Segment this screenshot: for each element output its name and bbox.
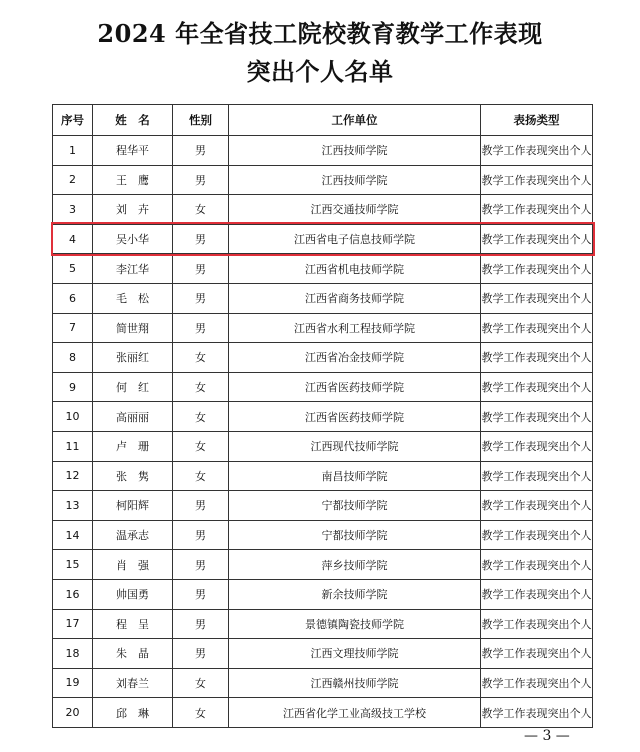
table-row (53, 461, 593, 491)
cell-gender: 女 (173, 668, 229, 698)
cell-work-unit: 新余技师学院 (229, 579, 481, 609)
cell-gender: 女 (173, 402, 229, 432)
cell-commendation-type: 教学工作表现突出个人 (481, 224, 593, 254)
cell-gender: 男 (173, 491, 229, 521)
cell-work-unit: 南昌技师学院 (229, 461, 481, 491)
cell-work-unit: 江西省化学工业高级技工学校 (229, 698, 481, 728)
cell-name: 高丽丽 (93, 402, 173, 432)
cell-gender: 男 (173, 609, 229, 639)
cell-gender: 男 (173, 579, 229, 609)
table-row (53, 579, 593, 609)
cell-name: 刘春兰 (93, 668, 173, 698)
cell-work-unit: 江西省医药技师学院 (229, 402, 481, 432)
cell-work-unit: 江西省商务技师学院 (229, 283, 481, 313)
cell-serial-number: 5 (53, 254, 93, 284)
cell-gender: 男 (173, 224, 229, 254)
cell-serial-number: 17 (53, 609, 93, 639)
cell-name: 朱 晶 (93, 639, 173, 669)
cell-name: 吴小华 (93, 224, 173, 254)
table-row (53, 491, 593, 521)
cell-serial-number: 13 (53, 491, 93, 521)
table-row (53, 283, 593, 313)
table-row (53, 313, 593, 343)
cell-gender: 女 (173, 195, 229, 225)
cell-name: 刘 卉 (93, 195, 173, 225)
cell-gender: 女 (173, 343, 229, 373)
document-title-line-1: 2024 年全省技工院校教育教学工作表现 (97, 19, 543, 48)
cell-commendation-type: 教学工作表现突出个人 (481, 639, 593, 669)
cell-serial-number: 9 (53, 372, 93, 402)
cell-name: 王 鹰 (93, 165, 173, 195)
cell-gender: 女 (173, 372, 229, 402)
cell-gender: 女 (173, 431, 229, 461)
cell-name: 程 呈 (93, 609, 173, 639)
cell-commendation-type: 教学工作表现突出个人 (481, 491, 593, 521)
cell-serial-number: 7 (53, 313, 93, 343)
cell-gender: 男 (173, 639, 229, 669)
cell-name: 卢 珊 (93, 431, 173, 461)
cell-work-unit: 景德镇陶瓷技师学院 (229, 609, 481, 639)
cell-work-unit: 江西技师学院 (229, 136, 481, 166)
table-row (53, 402, 593, 432)
cell-gender: 女 (173, 461, 229, 491)
cell-work-unit: 江西省机电技师学院 (229, 254, 481, 284)
cell-commendation-type: 教学工作表现突出个人 (481, 372, 593, 402)
cell-work-unit: 萍乡技师学院 (229, 550, 481, 580)
cell-commendation-type: 教学工作表现突出个人 (481, 461, 593, 491)
cell-gender: 男 (173, 283, 229, 313)
cell-gender: 男 (173, 313, 229, 343)
cell-work-unit: 江西省电子信息技师学院 (229, 224, 481, 254)
cell-commendation-type: 教学工作表现突出个人 (481, 254, 593, 284)
table-header-row (53, 105, 593, 136)
cell-name: 毛 松 (93, 283, 173, 313)
cell-commendation-type: 教学工作表现突出个人 (481, 698, 593, 728)
table-row (53, 639, 593, 669)
table-row (53, 343, 593, 373)
cell-commendation-type: 教学工作表现突出个人 (481, 343, 593, 373)
cell-commendation-type: 教学工作表现突出个人 (481, 195, 593, 225)
table-row (53, 698, 593, 728)
cell-name: 邱 琳 (93, 698, 173, 728)
cell-work-unit: 江西技师学院 (229, 165, 481, 195)
cell-name: 简世翔 (93, 313, 173, 343)
cell-serial-number: 11 (53, 431, 93, 461)
document-title-line-2: 突出个人名单 (246, 57, 394, 86)
table-row (53, 165, 593, 195)
cell-commendation-type: 教学工作表现突出个人 (481, 136, 593, 166)
cell-serial-number: 6 (53, 283, 93, 313)
table-row (53, 550, 593, 580)
cell-commendation-type: 教学工作表现突出个人 (481, 668, 593, 698)
cell-work-unit: 宁都技师学院 (229, 520, 481, 550)
cell-serial-number: 10 (53, 402, 93, 432)
honor-list-table (52, 104, 593, 728)
cell-work-unit: 江西交通技师学院 (229, 195, 481, 225)
cell-work-unit: 江西省水利工程技师学院 (229, 313, 481, 343)
cell-serial-number: 3 (53, 195, 93, 225)
cell-name: 张 隽 (93, 461, 173, 491)
cell-name: 温承志 (93, 520, 173, 550)
cell-work-unit: 江西省冶金技师学院 (229, 343, 481, 373)
header-work-unit: 工作单位 (229, 105, 481, 136)
cell-gender: 男 (173, 254, 229, 284)
cell-commendation-type: 教学工作表现突出个人 (481, 402, 593, 432)
cell-work-unit: 江西现代技师学院 (229, 431, 481, 461)
table-row (53, 224, 593, 254)
table-row (53, 668, 593, 698)
cell-serial-number: 14 (53, 520, 93, 550)
table-row (53, 254, 593, 284)
cell-gender: 男 (173, 520, 229, 550)
cell-commendation-type: 教学工作表现突出个人 (481, 165, 593, 195)
table-row (53, 431, 593, 461)
cell-serial-number: 19 (53, 668, 93, 698)
table-row (53, 372, 593, 402)
cell-gender: 男 (173, 550, 229, 580)
table-row (53, 609, 593, 639)
cell-name: 张丽红 (93, 343, 173, 373)
cell-name: 肖 强 (93, 550, 173, 580)
cell-gender: 男 (173, 165, 229, 195)
table-row (53, 136, 593, 166)
header-serial-number: 序号 (53, 105, 93, 136)
cell-serial-number: 8 (53, 343, 93, 373)
cell-commendation-type: 教学工作表现突出个人 (481, 313, 593, 343)
cell-serial-number: 4 (53, 224, 93, 254)
cell-serial-number: 20 (53, 698, 93, 728)
cell-name: 程华平 (93, 136, 173, 166)
cell-commendation-type: 教学工作表现突出个人 (481, 520, 593, 550)
cell-name: 柯阳辉 (93, 491, 173, 521)
cell-name: 何 红 (93, 372, 173, 402)
cell-gender: 男 (173, 136, 229, 166)
cell-name: 李江华 (93, 254, 173, 284)
table-row (53, 520, 593, 550)
cell-serial-number: 15 (53, 550, 93, 580)
cell-commendation-type: 教学工作表现突出个人 (481, 609, 593, 639)
cell-commendation-type: 教学工作表现突出个人 (481, 283, 593, 313)
cell-serial-number: 16 (53, 579, 93, 609)
cell-work-unit: 江西文理技师学院 (229, 639, 481, 669)
cell-commendation-type: 教学工作表现突出个人 (481, 579, 593, 609)
cell-serial-number: 1 (53, 136, 93, 166)
cell-gender: 女 (173, 698, 229, 728)
cell-serial-number: 18 (53, 639, 93, 669)
cell-commendation-type: 教学工作表现突出个人 (481, 550, 593, 580)
cell-commendation-type: 教学工作表现突出个人 (481, 431, 593, 461)
header-name: 姓 名 (93, 105, 173, 136)
cell-serial-number: 2 (53, 165, 93, 195)
page-number: — 3 — (524, 728, 570, 744)
header-gender: 性别 (173, 105, 229, 136)
table-row (53, 195, 593, 225)
cell-work-unit: 江西省医药技师学院 (229, 372, 481, 402)
cell-serial-number: 12 (53, 461, 93, 491)
cell-work-unit: 宁都技师学院 (229, 491, 481, 521)
header-commendation-type: 表扬类型 (481, 105, 593, 136)
cell-name: 帅国勇 (93, 579, 173, 609)
cell-work-unit: 江西赣州技师学院 (229, 668, 481, 698)
